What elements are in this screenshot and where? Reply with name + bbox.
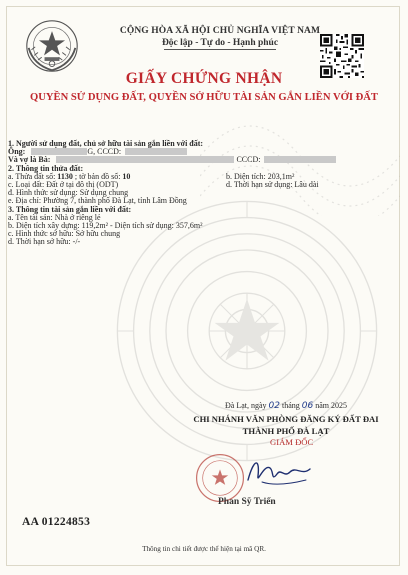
motto-underline [164, 49, 276, 50]
owners-heading: 1. Người sử dụng đất, chủ sở hữu tài sản gắn liền với đất: [8, 139, 204, 148]
issuing-office: CHI NHÁNH VĂN PHÒNG ĐĂNG KÝ ĐẤT ĐAI [193, 414, 379, 424]
parcel-number-label: a. Thửa đất số: [8, 171, 56, 181]
certificate-subtitle: QUYỀN SỬ DỤNG ĐẤT, QUYỀN SỞ HỮU TÀI SẢN GẮN LIỀN VỚI ĐẤT [30, 92, 378, 103]
date-place-prefix: Đà Lạt, ngày [224, 401, 267, 410]
asset-ownership-form: c. Hình thức sở hữu: Sở hữu chung [8, 229, 121, 239]
certificate-serial: AA 01224853 [22, 516, 91, 528]
redacted-id [125, 148, 187, 155]
date-day: 02 [268, 401, 280, 411]
certificate-body [8, 140, 398, 246]
national-motto: Độc lập - Tự do - Hạnh phúc [161, 38, 279, 48]
husband-id-prefix: G, CCCD: [87, 147, 122, 157]
asset-ownership-term: d. Thời hạn sở hữu: -/- [8, 237, 81, 247]
signer-name: Phan Sỹ Triển [218, 497, 276, 507]
national-emblem-icon [24, 18, 80, 74]
map-sheet-label: ; tờ bản đồ số: [74, 171, 121, 181]
land-area: b. Diện tích: 203,1m² [226, 171, 295, 181]
redacted-name [31, 148, 87, 155]
wife-id-label: CCCD: [236, 155, 261, 165]
land-address: e. Địa chỉ: Phường 7, thành phố Đà Lạt, tỉnh Lâm Đồng [8, 196, 187, 206]
qr-footer-note: Thông tin chi tiết được thể hiện tại mã QR. [142, 545, 266, 553]
husband-row [8, 148, 398, 156]
map-sheet-number: 10 [122, 171, 131, 181]
land-use-form: đ. Hình thức sử dụng: Sử dụng chung [8, 188, 129, 198]
asset-name: a. Tên tài sản: Nhà ở riêng lẻ [8, 212, 101, 222]
signature-block [186, 401, 386, 436]
redacted-name [56, 156, 234, 163]
signing-date [186, 401, 386, 411]
document-header [90, 26, 350, 50]
land-heading: 2. Thông tin thửa đất: [8, 163, 84, 173]
asset-heading: 3. Thông tin tài sản gắn liền với đất: [8, 204, 132, 214]
wife-label: Và vợ là Bà: [8, 155, 51, 165]
parcel-number: 1130 [57, 171, 73, 181]
handwritten-signature [244, 452, 314, 492]
redacted-id [264, 156, 336, 163]
land-type: c. Loại đất: Đất ở tại đô thị (ODT) [8, 179, 119, 189]
nation-name: CỘNG HÒA XÃ HỘI CHỦ NGHĨA VIỆT NAM [119, 26, 321, 36]
certificate-title: GIẤY CHỨNG NHẬN [125, 70, 283, 87]
date-year: năm 2025 [315, 401, 347, 410]
date-month: 06 [301, 401, 314, 411]
signer-role: GIÁM ĐỐC [270, 437, 314, 447]
asset-area: b. Diện tích xây dựng: 119,2m² - Diện tích sử dụng: 357,6m² [8, 220, 203, 230]
husband-label: Ông: [8, 147, 26, 157]
issuing-city: THÀNH PHỐ ĐÀ LẠT [242, 426, 330, 436]
land-term: d. Thời hạn sử dụng: Lâu dài [226, 179, 319, 189]
date-month-label: tháng [281, 401, 300, 410]
